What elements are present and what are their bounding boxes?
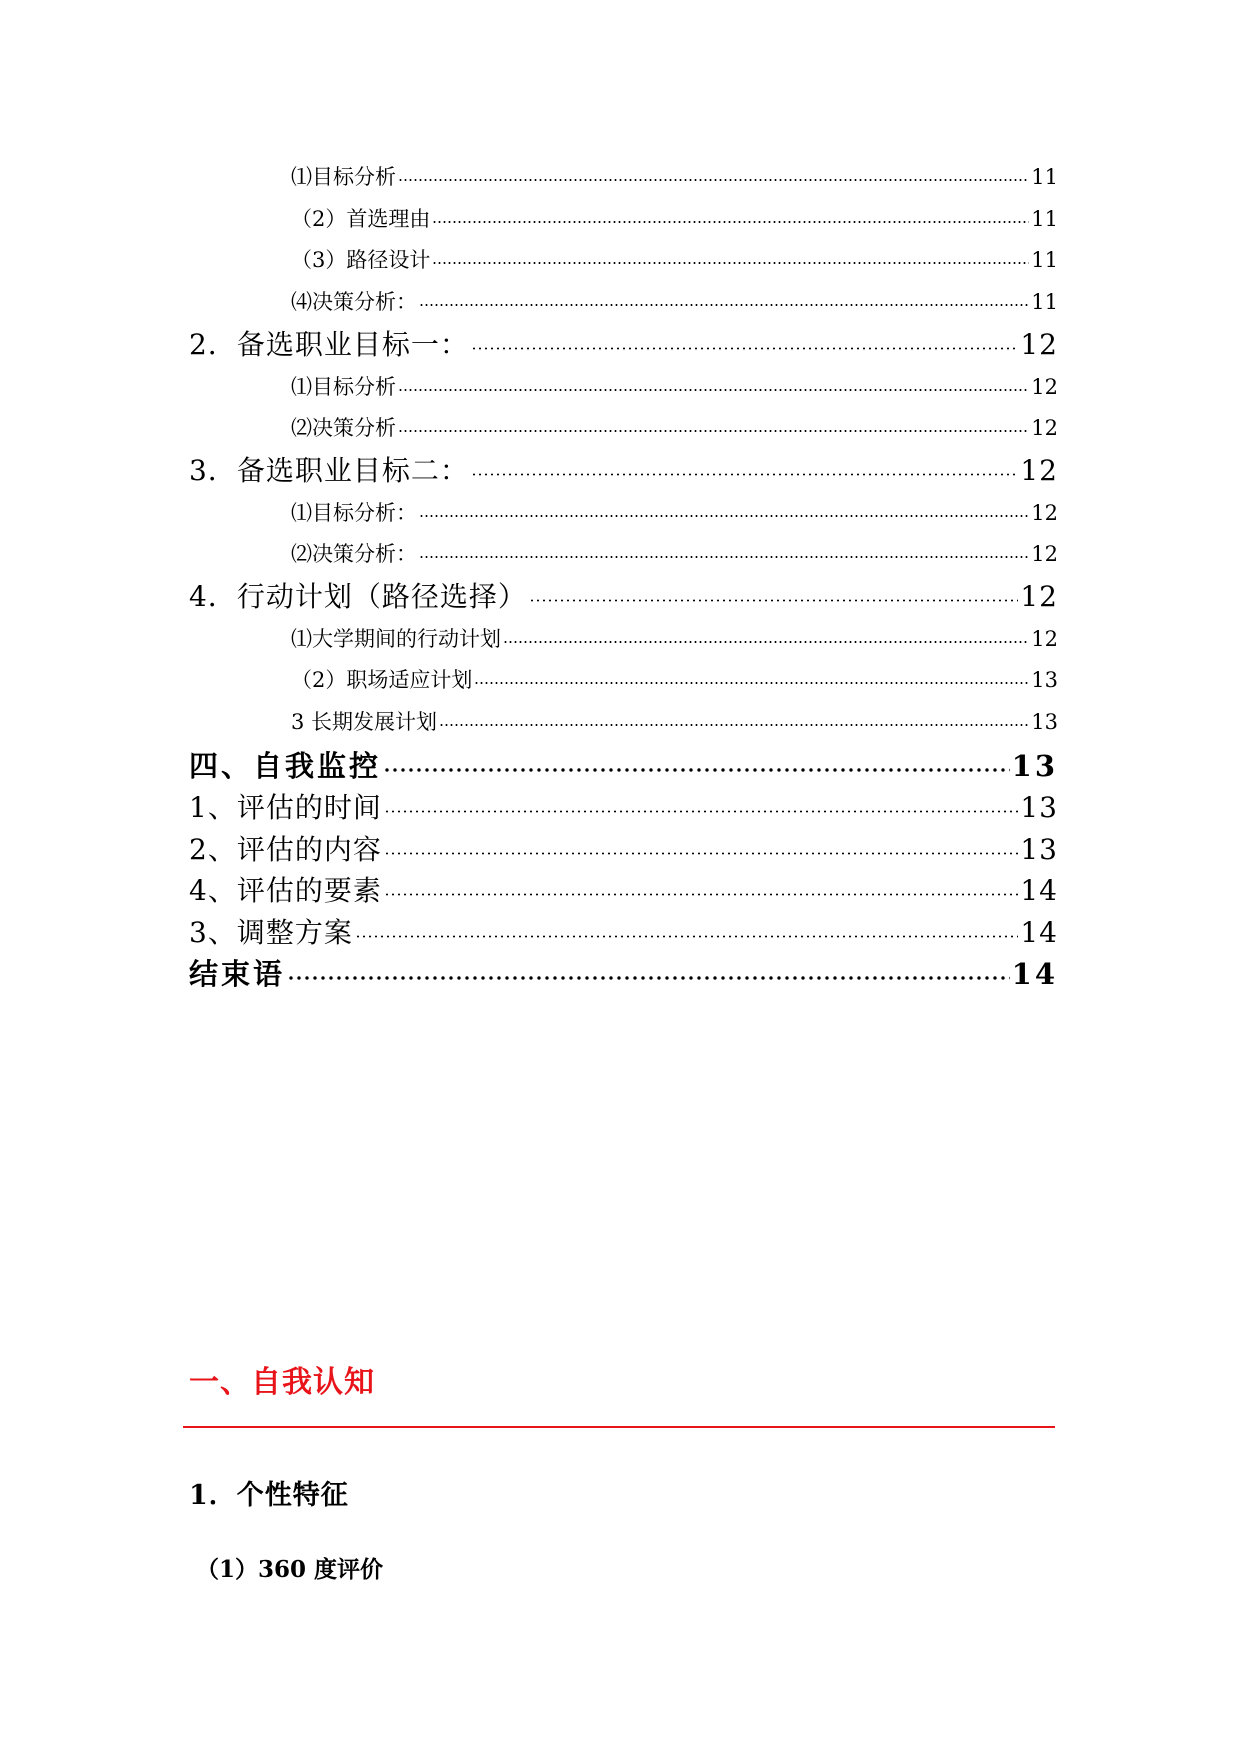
toc-entry[interactable] xyxy=(189,828,1058,864)
toc-entry[interactable] xyxy=(291,244,1058,270)
toc-entry-page: 12 xyxy=(1020,328,1058,361)
toc-entry[interactable] xyxy=(291,497,1058,523)
toc-leader-dots xyxy=(432,259,1029,265)
toc-entry[interactable] xyxy=(291,412,1058,438)
toc-entry-page: 12 xyxy=(1031,416,1058,440)
toc-leader-dots xyxy=(419,512,1029,518)
toc-entry-page: 12 xyxy=(1031,375,1058,399)
toc-entry-page: 14 xyxy=(1020,916,1058,949)
toc-leader-dots xyxy=(355,931,1019,939)
toc-entry[interactable] xyxy=(291,203,1058,229)
toc-entry[interactable] xyxy=(189,869,1058,905)
toc-entry-label: 四、自我监控 xyxy=(189,749,382,783)
toc-entry[interactable] xyxy=(189,952,1058,991)
toc-entry[interactable] xyxy=(189,323,1058,359)
toc-entry[interactable] xyxy=(291,371,1058,397)
toc-entry-label: 3 长期发展计划 xyxy=(291,710,438,734)
toc-entry-label: （3）路径设计 xyxy=(291,248,431,272)
toc-entry-label: 4、评估的要素 xyxy=(189,874,382,907)
toc-entry[interactable] xyxy=(189,449,1058,485)
section-divider xyxy=(183,1426,1055,1428)
toc-entry-page: 11 xyxy=(1031,248,1058,272)
toc-entry[interactable] xyxy=(189,911,1058,947)
toc-entry-label: ⑵决策分析 xyxy=(291,416,396,440)
toc-entry[interactable] xyxy=(189,744,1058,783)
toc-entry-page: 14 xyxy=(1011,957,1058,991)
toc-entry-label: ⑵决策分析： xyxy=(291,542,417,566)
toc-leader-dots xyxy=(471,469,1019,477)
toc-entry-label: ⑴目标分析 xyxy=(291,165,396,189)
toc-leader-dots xyxy=(398,176,1029,182)
toc-entry-page: 12 xyxy=(1020,454,1058,487)
toc-leader-dots xyxy=(384,889,1019,897)
toc-entry-page: 14 xyxy=(1020,874,1058,907)
toc-entry[interactable] xyxy=(291,538,1058,564)
toc-entry-page: 13 xyxy=(1020,833,1058,866)
toc-entry-label: 3．备选职业目标二： xyxy=(189,454,469,487)
toc-entry-page: 12 xyxy=(1031,627,1058,651)
toc-entry[interactable] xyxy=(291,706,1058,732)
toc-entry-page: 13 xyxy=(1020,791,1058,824)
toc-entry-page: 11 xyxy=(1031,290,1058,314)
toc-entry-label: 4．行动计划（路径选择） xyxy=(189,580,527,613)
toc-entry-label: ⑷决策分析： xyxy=(291,290,417,314)
toc-entry-label: 结束语 xyxy=(189,957,286,991)
toc-entry-page: 12 xyxy=(1020,580,1058,613)
toc-entry[interactable] xyxy=(189,786,1058,822)
toc-leader-dots xyxy=(287,973,1010,981)
toc-entry-page: 13 xyxy=(1011,749,1058,783)
section-heading: 一、自我认知 xyxy=(189,1365,375,1400)
toc-entry-label: 1、评估的时间 xyxy=(189,791,382,824)
toc-entry[interactable] xyxy=(291,286,1058,312)
toc-entry-page: 11 xyxy=(1031,207,1058,231)
toc-leader-dots xyxy=(384,806,1019,814)
toc-leader-dots xyxy=(383,765,1010,773)
toc-leader-dots xyxy=(471,343,1019,351)
toc-leader-dots xyxy=(474,679,1029,685)
toc-entry-label: （2）首选理由 xyxy=(291,207,431,231)
toc-leader-dots xyxy=(419,301,1029,307)
toc-leader-dots xyxy=(419,553,1029,559)
subsection-heading: 1．个性特征 xyxy=(189,1480,349,1511)
toc-leader-dots xyxy=(398,427,1029,433)
toc-entry-page: 13 xyxy=(1031,668,1058,692)
toc-entry[interactable] xyxy=(291,161,1058,187)
toc-leader-dots xyxy=(503,638,1029,644)
toc-leader-dots xyxy=(432,218,1029,224)
toc-entry-page: 11 xyxy=(1031,165,1058,189)
toc-entry-label: ⑴目标分析 xyxy=(291,375,396,399)
toc-entry[interactable] xyxy=(291,664,1058,690)
toc-entry-label: ⑴目标分析： xyxy=(291,501,417,525)
toc-entry[interactable] xyxy=(189,575,1058,611)
subsubsection-heading: （1）360 度评价 xyxy=(196,1556,384,1583)
toc-leader-dots xyxy=(384,848,1019,856)
toc-leader-dots xyxy=(529,595,1019,603)
toc-entry[interactable] xyxy=(291,623,1058,649)
toc-entry-page: 12 xyxy=(1031,501,1058,525)
toc-leader-dots xyxy=(439,721,1029,727)
toc-leader-dots xyxy=(398,386,1029,392)
toc-entry-page: 12 xyxy=(1031,542,1058,566)
toc-entry-label: ⑴大学期间的行动计划 xyxy=(291,627,501,651)
toc-entry-label: 2、评估的内容 xyxy=(189,833,382,866)
toc-entry-label: 3、调整方案 xyxy=(189,916,353,949)
toc-entry-label: 2．备选职业目标一： xyxy=(189,328,469,361)
toc-entry-label: （2）职场适应计划 xyxy=(291,668,473,692)
toc-entry-page: 13 xyxy=(1031,710,1058,734)
